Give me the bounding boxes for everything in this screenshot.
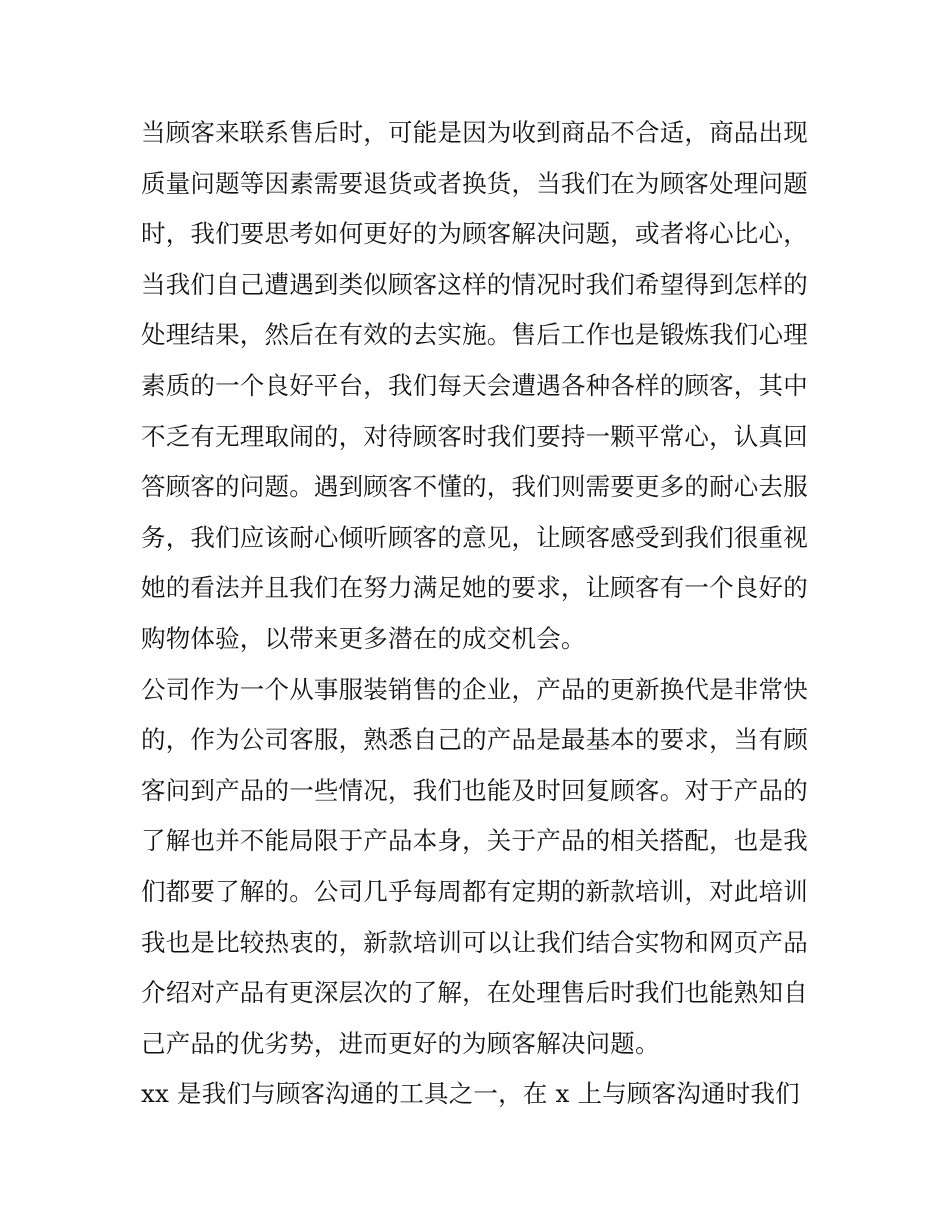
text-line: 素质的一个良好平台，我们每天会遭遇各种各样的顾客，其中	[141, 370, 808, 400]
document-body	[141, 108, 831, 1120]
text-line: 公司作为一个从事服装销售的企业，产品的更新换代是非常快	[141, 674, 808, 704]
text-line: 们都要了解的。公司几乎每周都有定期的新款培训，对此培训	[141, 876, 808, 906]
text-line: 当我们自己遭遇到类似顾客这样的情况时我们希望得到怎样的	[141, 269, 808, 299]
text-line: 当顾客来联系售后时，可能是因为收到商品不合适，商品出现	[141, 118, 808, 147]
text-line: 她的看法并且我们在努力满足她的要求，让顾客有一个良好的	[141, 573, 808, 603]
text-line: 的，作为公司客服，熟悉自己的产品是最基本的要求，当有顾	[141, 725, 808, 755]
text-line: 处理结果，然后在有效的去实施。售后工作也是锻炼我们心理	[141, 320, 808, 350]
paragraph-after-sales	[141, 108, 831, 665]
paragraph-product-knowledge	[141, 665, 831, 1070]
text-line: 不乏有无理取闹的，对待顾客时我们要持一颗平常心，认真回	[141, 421, 808, 451]
text-line: 购物体验，以带来更多潜在的成交机会。	[141, 623, 586, 653]
text-line: xx 是我们与顾客沟通的工具之一，在 x 上与顾客沟通时我们	[141, 1079, 800, 1109]
text-line: 务，我们应该耐心倾听顾客的意见，让顾客感受到我们很重视	[141, 522, 808, 552]
paragraph-communication-tool	[141, 1069, 831, 1120]
text-line: 客问到产品的一些情况，我们也能及时回复顾客。对于产品的	[141, 775, 808, 805]
text-line: 了解也并不能局限于产品本身，关于产品的相关搭配，也是我	[141, 826, 808, 856]
text-line: 质量问题等因素需要退货或者换货，当我们在为顾客处理问题	[141, 168, 808, 198]
text-line: 答顾客的问题。遇到顾客不懂的，我们则需要更多的耐心去服	[141, 472, 808, 502]
text-line: 我也是比较热衷的，新款培训可以让我们结合实物和网页产品	[141, 927, 808, 957]
text-line: 介绍对产品有更深层次的了解，在处理售后时我们也能熟知自	[141, 978, 808, 1008]
text-line: 己产品的优劣势，进而更好的为顾客解决问题。	[141, 1028, 660, 1058]
text-line: 时，我们要思考如何更好的为顾客解决问题，或者将心比心，	[141, 219, 808, 249]
